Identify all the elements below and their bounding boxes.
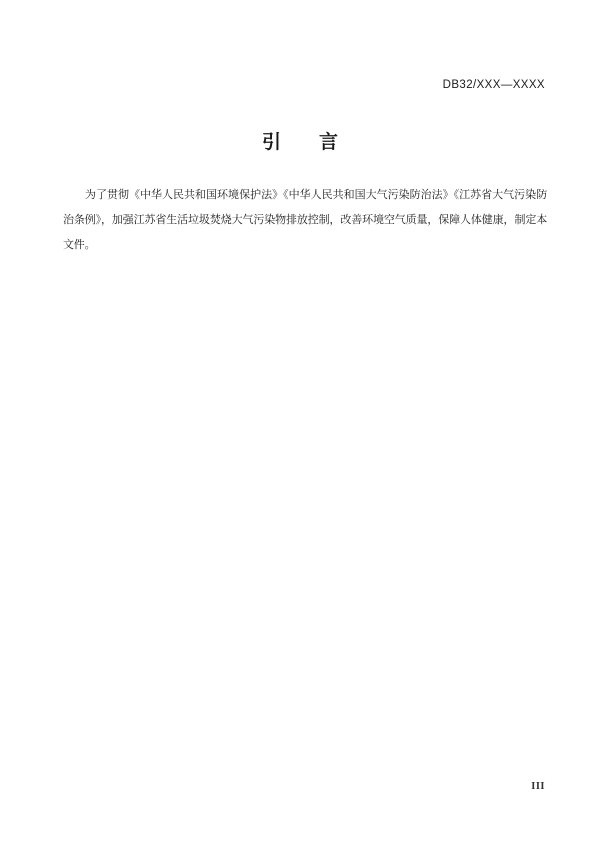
foreword-paragraph: 为了贯彻《中华人民共和国环境保护法》《中华人民共和国大气污染防治法》《江苏省大气污染防治条例》，加强江苏省生活垃圾焚烧大气污染物排放控制，改善环境空气质量，保障人体健康，制定本文件。 <box>63 189 547 251</box>
page-number: III <box>531 781 545 792</box>
document-footer <box>63 776 545 794</box>
page-title: 引 言 <box>261 132 338 153</box>
standard-code: DB32/XXX—XXXX <box>442 79 545 91</box>
document-body <box>63 183 547 258</box>
document-header <box>63 75 545 93</box>
